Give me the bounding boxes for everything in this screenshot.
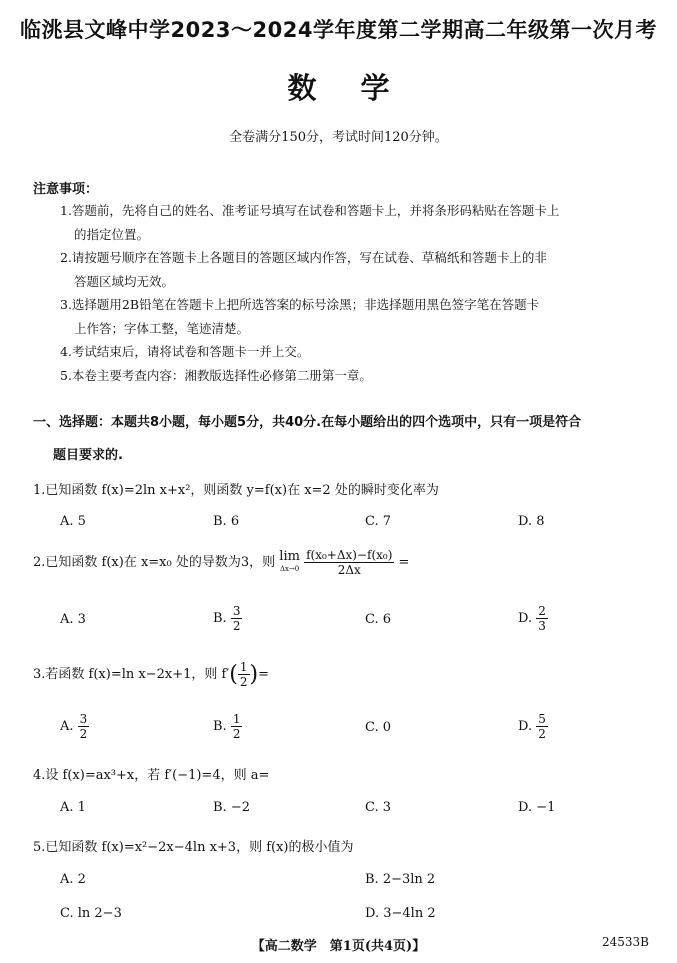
notice-heading: 注意事项： xyxy=(33,182,99,197)
question-1-option-d: D. 8 xyxy=(518,514,545,529)
option-fraction xyxy=(78,712,90,741)
option-label: B. xyxy=(213,611,227,626)
fraction-numerator: f(x₀+Δx)−f(x₀) xyxy=(306,548,393,562)
fraction-numerator: 2 xyxy=(538,604,546,618)
question-4-stem: 4.设 f(x)=ax³+x，若 f′(−1)=4，则 a= xyxy=(33,768,270,783)
question-5-option-b: B. 2−3ln 2 xyxy=(365,872,436,887)
question-3-option-d xyxy=(518,712,548,741)
question-3-option-c: C. 0 xyxy=(365,720,392,735)
question-2-option-c: C. 6 xyxy=(365,612,392,627)
question-3-stem xyxy=(33,660,269,689)
option-label: D. xyxy=(518,719,533,734)
question-2-limit xyxy=(279,548,300,575)
notice-item-1: 1.答题前，先将自己的姓名、准考证号填写在试卷和答题卡上，并将条形码粘贴在答题卡上 xyxy=(60,203,560,218)
limit-subscript: Δx→0 xyxy=(279,564,300,573)
fraction-denominator: 2 xyxy=(232,727,241,741)
question-5-option-a: A. 2 xyxy=(60,872,86,887)
notice-item-3-cont: 上作答；字体工整，笔迹清楚。 xyxy=(74,320,250,336)
question-2-equals: = xyxy=(398,555,410,570)
fraction-numerator: 5 xyxy=(538,712,546,726)
exam-title: 临洮县文峰中学2023～2024学年度第二学期高二年级第一次月考 xyxy=(20,18,657,42)
question-3-text: 3.若函数 f(x)=ln x−2x+1，则 f′ xyxy=(33,667,230,682)
subject-title: 数学 xyxy=(287,71,434,105)
notice-item-1-cont: 的指定位置。 xyxy=(74,226,150,242)
fraction-denominator: 2Δx xyxy=(337,563,361,577)
question-2-text: 2.已知函数 f(x)在 x=x₀ 处的导数为3，则 xyxy=(33,555,276,570)
paper-code: 24533B xyxy=(602,935,649,949)
fraction-denominator: 2 xyxy=(232,619,241,633)
page-footer: 【高二数学 第1页(共4页)】 xyxy=(251,939,426,954)
option-fraction xyxy=(231,712,243,741)
question-5-stem: 5.已知函数 f(x)=x²−2x−4ln x+3，则 f(x)的极小值为 xyxy=(33,840,354,855)
fraction-numerator: 3 xyxy=(232,604,241,618)
notice-list xyxy=(60,199,655,387)
question-1-option-b: B. 6 xyxy=(213,514,240,529)
question-2-option-a: A. 3 xyxy=(60,612,86,627)
fraction-denominator: 2 xyxy=(239,675,248,689)
notice-item-4: 4.考试结束后，请将试卷和答题卡一并上交。 xyxy=(60,344,310,359)
question-3-option-b xyxy=(213,712,242,741)
notice-item-3: 3.选择题用2B铅笔在答题卡上把所选答案的标号涂黑；非选择题用黑色签字笔在答题卡 xyxy=(60,297,540,312)
question-2-option-d xyxy=(518,604,548,633)
question-2-option-b xyxy=(213,604,242,633)
question-1-option-a: A. 5 xyxy=(60,514,86,529)
question-5-option-d: D. 3−4ln 2 xyxy=(365,906,436,921)
option-fraction xyxy=(536,604,548,633)
paren-close: ) xyxy=(249,662,259,687)
notice-item-5: 5.本卷主要考查内容：湘教版选择性必修第二册第一章。 xyxy=(60,367,372,383)
question-1-stem: 1.已知函数 f(x)=2ln x+x²，则函数 y=f(x)在 x=2 处的瞬时变化率为 xyxy=(33,483,439,498)
paren-open: ( xyxy=(229,662,238,687)
fraction-numerator: 1 xyxy=(232,712,241,726)
option-label: B. xyxy=(213,719,227,734)
option-label: D. xyxy=(518,611,533,626)
question-1-option-c: C. 7 xyxy=(365,514,392,529)
option-fraction xyxy=(536,712,548,741)
limit-symbol: lim xyxy=(279,548,300,564)
section-heading-line1: 一、选择题：本题共8小题，每小题5分，共40分.在每小题给出的四个选项中，只有一项是符合 xyxy=(33,415,582,430)
section-heading-line2: 题目要求的. xyxy=(53,448,123,463)
question-5-option-c: C. ln 2−3 xyxy=(60,906,122,921)
fraction-numerator: 1 xyxy=(239,660,248,674)
option-label: A. xyxy=(60,719,74,734)
question-4-option-a: A. 1 xyxy=(60,800,86,815)
question-3-equals: = xyxy=(258,667,269,682)
question-4-option-b: B. −2 xyxy=(213,800,250,815)
exam-info: 全卷满分150分，考试时间120分钟。 xyxy=(229,130,448,145)
fraction-numerator: 3 xyxy=(79,712,88,726)
option-fraction xyxy=(231,604,243,633)
question-4-option-c: C. 3 xyxy=(365,800,392,815)
notice-item-2: 2.请按题号顺序在答题卡上各题目的答题区域内作答，写在试卷、草稿纸和答题卡上的非 xyxy=(60,250,547,265)
fraction-denominator: 2 xyxy=(538,727,546,741)
question-2-fraction xyxy=(304,548,394,577)
section-heading xyxy=(33,406,663,472)
question-3-option-a xyxy=(60,712,89,741)
fraction-denominator: 3 xyxy=(538,619,546,633)
notice-item-2-cont: 答题区域均无效。 xyxy=(74,273,175,289)
question-4-option-d: D. −1 xyxy=(518,800,556,815)
question-3-argument xyxy=(238,660,250,689)
question-2-stem xyxy=(33,548,409,577)
fraction-denominator: 2 xyxy=(79,727,88,741)
